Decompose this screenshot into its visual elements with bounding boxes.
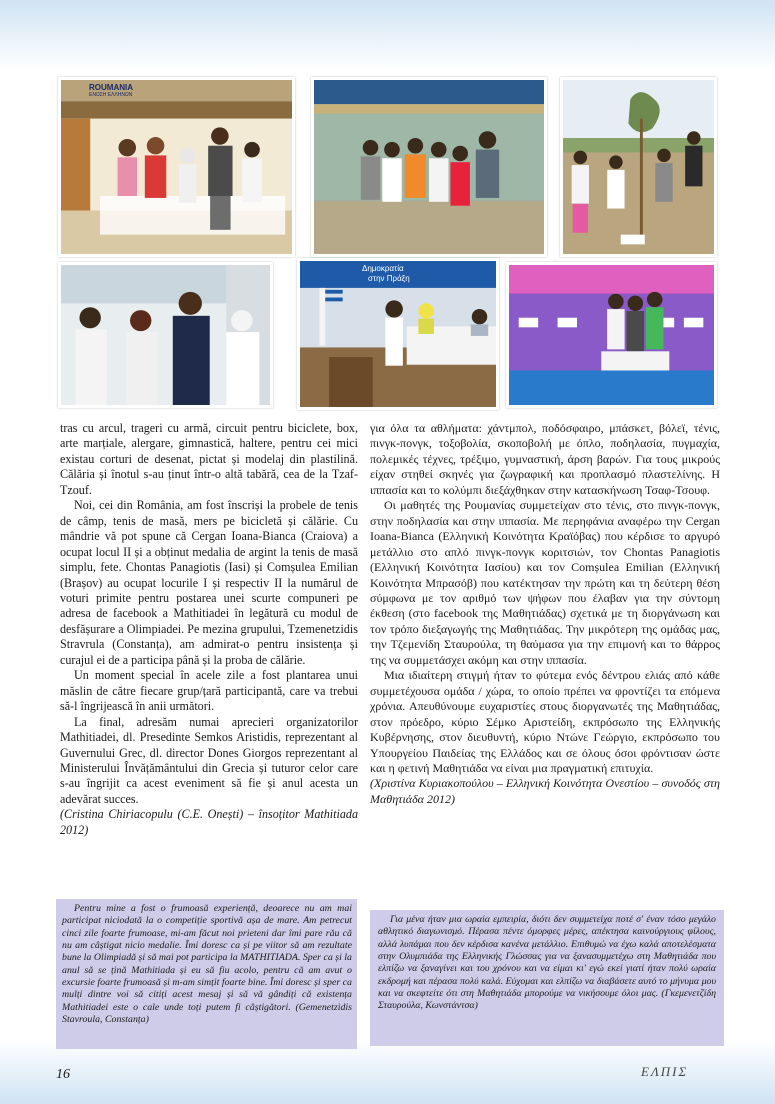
article-column-greek [370,421,720,807]
photo-romania-booth [58,77,295,257]
paragraph-ro-4: La final, adresăm numai aprecieri organizatorilor Mathitiadei, dl. Presedinte Semkos Aristidis, reprezentant al Guvernului Grec, dl. director Dones Giorgos reprezentant al Ministerului Învățământului din Grecia și tuturor celor care s-au îngrijit ca acest eveniment să fie și anul acesta un adevărat succes. [60,714,358,806]
stage-banner-line1: Δημοκρατία [362,264,404,273]
testimonial-text-ro: Pentru mine a fost o frumoasă experiență, deoarece nu am mai participat niciodată la o competiție sportivă așa de mare. Am petrecut cinci zile foarte frumoase, mi-am făcut noi prieteni dar îmi pare rău că nu am câștigat nicio medalie. Îmi doresc ca și pe viitor să am rezultate bune la Olimpiadă și să mai pot participa la MATHITIADA. Sper ca și la anul să se țină Mathitiada și eu să fiu acolo, pentru că am avut o excursie foarte frumoasă și m-am simțit foarte bine. Îmi doresc și sper ca mulți dintre voi să citiți acest mesaj și să vă gândiți că existența Mathitiadei este o cale unde toți putem fi câștigători. (Gemenetzidis Stavroula, Constanța) [62,903,352,1026]
paragraph-ro-2: Noi, cei din România, am fost înscriși la probele de tenis de câmp, tenis de masă, mers pe bicicletă și călărie. Cu mândrie vă pot spune că Cergan Ioana-Bianca (Craiova) a ocupat locul II și a obținut medalia de argint la tenis de masă simplu, fete. Chontas Panagiotis (Iasi) și Comșulea Emilian (Brașov) au ocupat locurile I și respectiv II la numărul de voturi primite pentru postarea unei scurte compuneri pe adresa de facebook a Mathitiadei în legătură cu modul de desfășurare a Olimpiadei. Pe mezina grupului, Tzemenetzidis Stravrula (Constanța), am admirat-o pentru insistența și curajul ei de a participa până și la proba de călărie. [60,498,358,667]
top-gradient-band [0,0,775,70]
signature-gr: (Χριστίνα Κυριακοπούλου – Ελληνική Κοινότητα Ονεστίου – συνοδός στη Μαθητιάδα 2012) [370,776,720,806]
testimonial-box-greek [370,910,724,1046]
paragraph-gr-3: Μια ιδιαίτερη στιγμή ήταν το φύτεμα ενός δέντρου ελιάς από κάθε συμμετέχουσα ομάδα / χώρα, το οποίο πρέπει να φροντίζει τα επόμενα χρόνια. Απευθύνουμε ευχαριστίες στους διοργανωτές της Μαθητιάδας, στον πρόεδρο, κύριο Σέμκο Αριστείδη, εκπρόσωπο της Ελληνικής Κυβέρνησης, στον διευθυντή, κύριο Ντώνε Γεώργιο, εκπρόσωπο του Υπουργείου Παιδείας της Ελλάδος και σε όλους όσοι φρόντισαν ώστε και η φετινή Μαθητιάδα να είναι μια πραγματική επιτυχία. [370,668,720,775]
article-column-romanian [60,421,358,838]
paragraph-ro-1: tras cu arcul, trageri cu armă, circuit pentru biciclete, box, arte marțiale, alergare, gimnastică, haltere, pentru cei mici existau corturi de desenat, pictat și modelaj din plastilină. Călăria și înotul s-au ținut într-o altă tabără, cea de la Tzaf-Tzouf. [60,421,358,497]
photo-group-tent [311,77,547,257]
testimonial-box-romanian [56,899,357,1049]
photo-medal-podium [506,262,717,408]
photo-four-students [58,262,273,408]
magazine-name: ΕΛΠΙΣ [641,1064,689,1079]
page-number: 16 [56,1067,70,1082]
signature-ro: (Cristina Chiriacopulu (C.E. Onești) – însoțitor Mathitiada 2012) [60,807,358,837]
booth-sign-title: ROUMANIA [89,83,133,92]
booth-sign-subtitle: ΕΝΩΣΗ ΕΛΛΗΝΩΝ [89,92,133,98]
testimonial-text-gr: Για μένα ήταν μια ωραία εμπειρία, διότι δεν συμμετείχα ποτέ σ' έναν τόσο μεγάλο αθλητικό διαγωνισμό. Πέρασα πέντε όμορφες μέρες, απέκτησα καινούργιους φίλους, αλλά λυπάμαι που δεν κέρδισα κανένα μετάλλιο. Επιθυμώ να έχω καλά αποτελέσματα στην Ολυμπιάδα της Ελληνικής Γλώσσας για να ξανασυμμετέχω στη Μαθητιάδα που ελπίζω να ξαναγίνει και του χρόνου και να είμαι κι' εγώ εκεί γιατί ήταν πολύ ωραία εκδρομή και πέρασα πολύ καλά. Εύχομαι και ελπίζω να διαβάσετε αυτό το μήνυμα μου και να σκεφτείτε ότι στη Μαθητιάδα μπορούμε να νικήσουμε όλοι μας. (Γκεμενετζίδη Σταυρούλα, Κωνστάντσα) [378,914,716,1012]
paragraph-gr-1: για όλα τα αθλήματα: χάντμπολ, ποδόσφαιρο, μπάσκετ, βόλεϊ, τένις, πινγκ-πονγκ, τοξοβολία, σκοποβολή με όπλο, ποδηλασία, πυγμαχία, πολεμικές τέχνες, τρέξιμο, γυμναστική, άρση βαρών. Για τους μικρούς είχαν στηθεί σκηνές για ζωγραφική και προπλασμό πλαστελίνης. Η ιππασία και το κολύμπι διεξάχθηκαν στην κατασκήνωση Τσαφ-Τσουφ. [370,421,720,497]
photo-democracy-stage [297,258,499,410]
stage-banner-line2: στην Πράξη [368,274,410,283]
paragraph-ro-3: Un moment special în acele zile a fost plantarea unui măslin de către fiecare grup/țară participantă, care va trebui să-l îngrijească în anii următori. [60,668,358,714]
photo-tree-planting [560,77,717,257]
paragraph-gr-2: Οι μαθητές της Ρουμανίας συμμετείχαν στο τένις, στο πινγκ-πονγκ, στην ποδηλασία και στην ιππασία. Με περηφάνια αναφέρω την Cergan Ioana-Bianca (Ελληνική Κοινότητα Κραϊόβας) που κέρδισε το αργυρό μετάλλιο στο απλό πινγκ-πονγκ κοριτσιών, τον Chontas Panagiotis (Ελληνική Κοινότητα Ιασίου) και τον Comșulea Emilian (Ελληνική Κοινότητα Μπρασόβ) που κατέκτησαν την πρώτη και τη δεύτερη θέση σύμφωνα με τον αριθμό των ψήφων που έλαβαν για την σύντομη έκθεση (στο facebook της Μαθητιάδας) σχετικά με τη διοργάνωση και τον τρόπο διεξαγωγής της Μαθητιάδας. Την μικρότερη της ομάδας μας, την Τζεμενίδη Σταυρούλα, τη θαύμασα για την επιμονή και το θάρρος της να συμμετάσχει ακόμη και στην ιππασία. [370,498,720,667]
